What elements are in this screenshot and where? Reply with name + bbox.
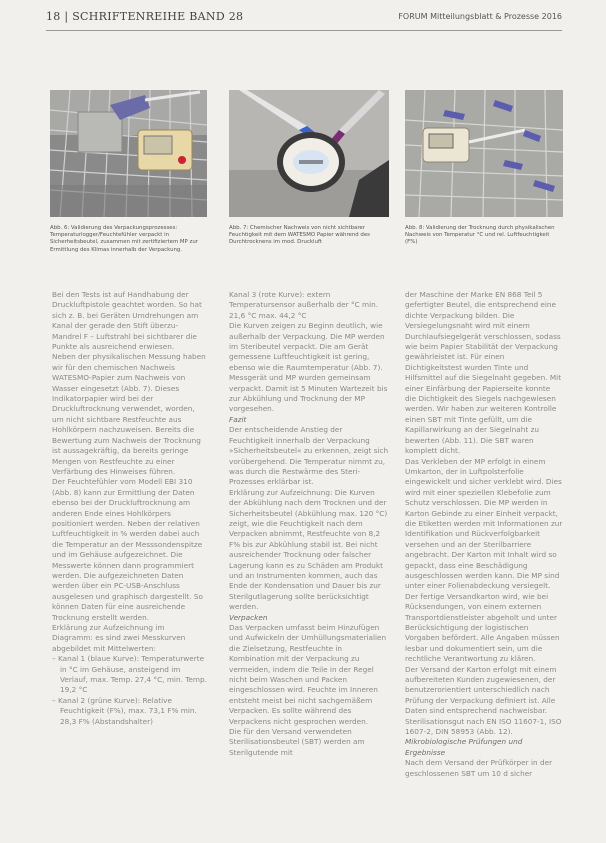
paragraph: Neben der physikalischen Messung haben wir für den chemischen Nachweis WATESMO-Papier zum Nachweis von Wasser eingesetzt (Abb. 7). Dieses Indikatorpapier wird bei der Druckluftrocknung verwendet, worden, um nicht sichtbare Restfeuchte aus Hohlkörpern nachzuweisen. Bereits die Bewertung zum Nachweis der Trocknung ist aussagekräftig, da bereits geringe Mengen von Restfeuchte zu einer Verfärbung des Hinweises führen. (52, 352, 206, 476)
paragraph: Das Verkleben der MP erfolgt in einem Umkarton, der in Luftpolsterfolie eingewickelt und sicher verklebt wird. Dies wird mit einer speziellen Klebefolie zum Schutz verschlossen. Die MP werden in Karton Gebinde zu einer Einheit verpackt, die Etiketten werden mit Informationen zur Identifikation und Rückverfolgbarkeit versehen und an der Sterilbarriere angebracht. Der Karton mit Inhalt wird so gepackt, dass eine Beschädigung ausgeschlossen werden kann. Die MP sind unter einer Folienabdeckung versiegelt. Der fertige Versandkarton wird, wie bei Rücksendungen, von einem externen Transportdienstleister abgeholt und unter Berücksichtigung der logistischen Vorgaben befördert. Alle Angaben müssen lesbar und dokumentiert sein, um die rechtliche Verantwortung zu klären. (405, 456, 563, 664)
figure-8-photo (405, 90, 563, 217)
text-column-3 (405, 290, 563, 779)
text-column-2 (229, 290, 389, 758)
figure-6-caption: Abb. 6: Validierung des Verpackungsprozesses: Temperaturlogger/Feuchtefühler verpackt in Sicherheitsbeutel, zusammen mit zertifiziertem MP zur Ermittlung des Klimas innerhalb der Verpackung. (50, 225, 198, 253)
section-heading: Mikrobiologische Prüfungen und Ergebnisse (405, 737, 523, 757)
paragraph: Die für den Versand verwendeten Sterilisationsbeutel (SBT) werden am Sterilgutende mit (229, 727, 365, 757)
figure-7-photo (229, 90, 389, 217)
paragraph: Der entscheidende Anstieg der Feuchtigkeit innerhalb der Verpackung »Sicherheitsbeutel« zu erkennen, zeigt sich vorübergehend. Die Temperatur nimmt zu, was durch die Restwärme des Steri-Prozesses erklärbar ist. (229, 425, 389, 487)
section-heading: Fazit (229, 414, 247, 424)
figure-8-caption: Abb. 8: Validierung der Trocknung durch physikalischen Nachweis von Temperatur °C und rel. Luftfeuchtigkeit (F%) (405, 225, 555, 246)
bullet-item: – Kanal 2 (grüne Kurve): Relative Feuchtigkeit (F%), max. 73,1 F% min. 28,3 F% (Abstandshalter) (52, 695, 197, 726)
page-header (46, 10, 562, 26)
paragraph: Mandrel F – Luftstrahl bei sichtbarer die Punkte als ausreichend erwiesen. (52, 331, 197, 352)
figure-6-photo (50, 90, 207, 217)
header-series-title: 18 | SCHRIFTENREIHE BAND 28 (46, 10, 244, 23)
paragraph: Erklärung zur Aufzeichnung: Die Kurven der Abkühlung nach dem Trocknen und der Sicherheitsbeutel (Abkühlung max. 120 °C) zeigt, wie die Feuchtigkeit nach dem Verpacken abnimmt, Restfeuchte von 8,2 F% bis zur Abkühlung stabil ist. Bei nicht ausreichender Trocknung oder falscher Lagerung kann es zu Schäden am Produkt und an Instrumenten kommen, auch das Ende der Kondensation und Dauer bis zur Sterilgutlagerung sollte berücksichtigt werden. (229, 487, 388, 612)
paragraph: der Maschine der Marke EN 868 Teil 5 gefertigter Beutel, die entsprechend eine dichte Verpackung bilden. Die Versiegelungsnaht wird mit einem Durchlaufsiegelgerät verschlossen, sodass wie beim Papier Stabilität der Verpackung gewährleistet ist. Für einen Dichtigkeitstest wurden Tinte und Hilfsmittel auf die Siegelnaht gegeben. Mit einer Einfärbung der Papierseite konnte die Dichtigkeit des Siegels nachgewiesen werden. Wir haben zur weiteren Kontrolle einen SBT mit Tinte gefüllt, um die Kapillarwirkung an der Siegelnaht zu bewerten (Abb. 11). Die SBT waren komplett dicht. (405, 290, 562, 456)
paragraph: Nach dem Versand der Prüfkörper in der geschlossenen SBT um 10 d sicher (405, 758, 553, 778)
paragraph: Erklärung zur Aufzeichnung im Diagramm: es sind zwei Messkurven abgebildet mit Mittelwerten: (52, 623, 186, 653)
paragraph: Der Feuchtefühler vom Modell EBI 310 (Abb. 8) kann zur Ermittlung der Daten ebenso bei der Druckluftrocknung am anderen Ende eines Hohlkörpers positioniert werden. Neben der relativen Luftfeuchtigkeit in % werden dabei auch die Temperatur an der Messsondenspitze und im Gehäuse aufgezeichnet. Die Messwerte können dann programmiert werden. Die aufgezeichneten Daten werden über ein PC-USB-Anschluss ausgelesen und graphisch dargestellt. So können Daten für eine ausreichende Trocknung erstellt werden. (52, 477, 204, 622)
paragraph: Der Versand der Karton erfolgt mit einem aufbereiteten Kunden zugewiesenen, der benutzerorientiert unterschiedlich nach Prüfung der Verpackung definiert ist. Alle Daten sind entsprechend nachweisbar. Sterilisationsgut nach EN ISO 11607-1, ISO 1607-2, DIN 58953 (Abb. 12). (405, 664, 562, 737)
text-column-1 (52, 290, 207, 727)
paragraph: Kanal 3 (rote Kurve): extern Temperatursensor außerhalb der °C min. 21,6 °C max. 44,2 °C (229, 290, 379, 320)
header-rule (46, 30, 562, 31)
paragraph: Bei den Tests ist auf Handhabung der Druckluftpistole geachtet worden. So hat sich z. B. bei Geräten Umdrehungen am Kanal der gerade den Stift überzu- (52, 290, 202, 331)
bullet-item: – Kanal 1 (blaue Kurve): Temperaturwerte in °C im Gehäuse, ansteigend im Verlauf, max. Temp. 27,4 °C, min. Temp. 19,2 °C (52, 654, 207, 695)
section-heading: Verpacken (229, 612, 268, 622)
header-publication: FORUM Mitteilungsblatt & Prozesse 2016 (398, 12, 562, 21)
figure-7-caption: Abb. 7: Chemischer Nachweis von nicht sichtbarer Feuchtigkeit mit dem WATESMO Papier während des Durchtrocknens im mod. Druckluft (229, 225, 370, 246)
paragraph: Die Kurven zeigen zu Beginn deutlich, wie außerhalb der Verpackung. Die MP werden im Steribeutel verpackt. Die am Gerät gemessene Luftfeuchtigkeit ist gering, ebenso wie die Raumtemperatur (Abb. 7). Messgerät und MP wurden gemeinsam verpackt. Damit ist 5 Minuten Wartezeit bis zur Abkühlung und Trocknung der MP vorgesehen. (229, 321, 388, 414)
paragraph: Das Verpacken umfasst beim Hinzufügen und Aufwickeln der Umhüllungsmaterialien die Zielsetzung, Restfeuchte in Kombination mit der Verpackung zu vermeiden, indem die Teile in der Regel nicht beim Waschen und Packen eingeschlossen wird. Feuchte im Inneren entsteht meist bei nicht sachgemäßem Verpacken. Es sollte während des Verpackens nicht gesprochen werden. (229, 623, 387, 726)
